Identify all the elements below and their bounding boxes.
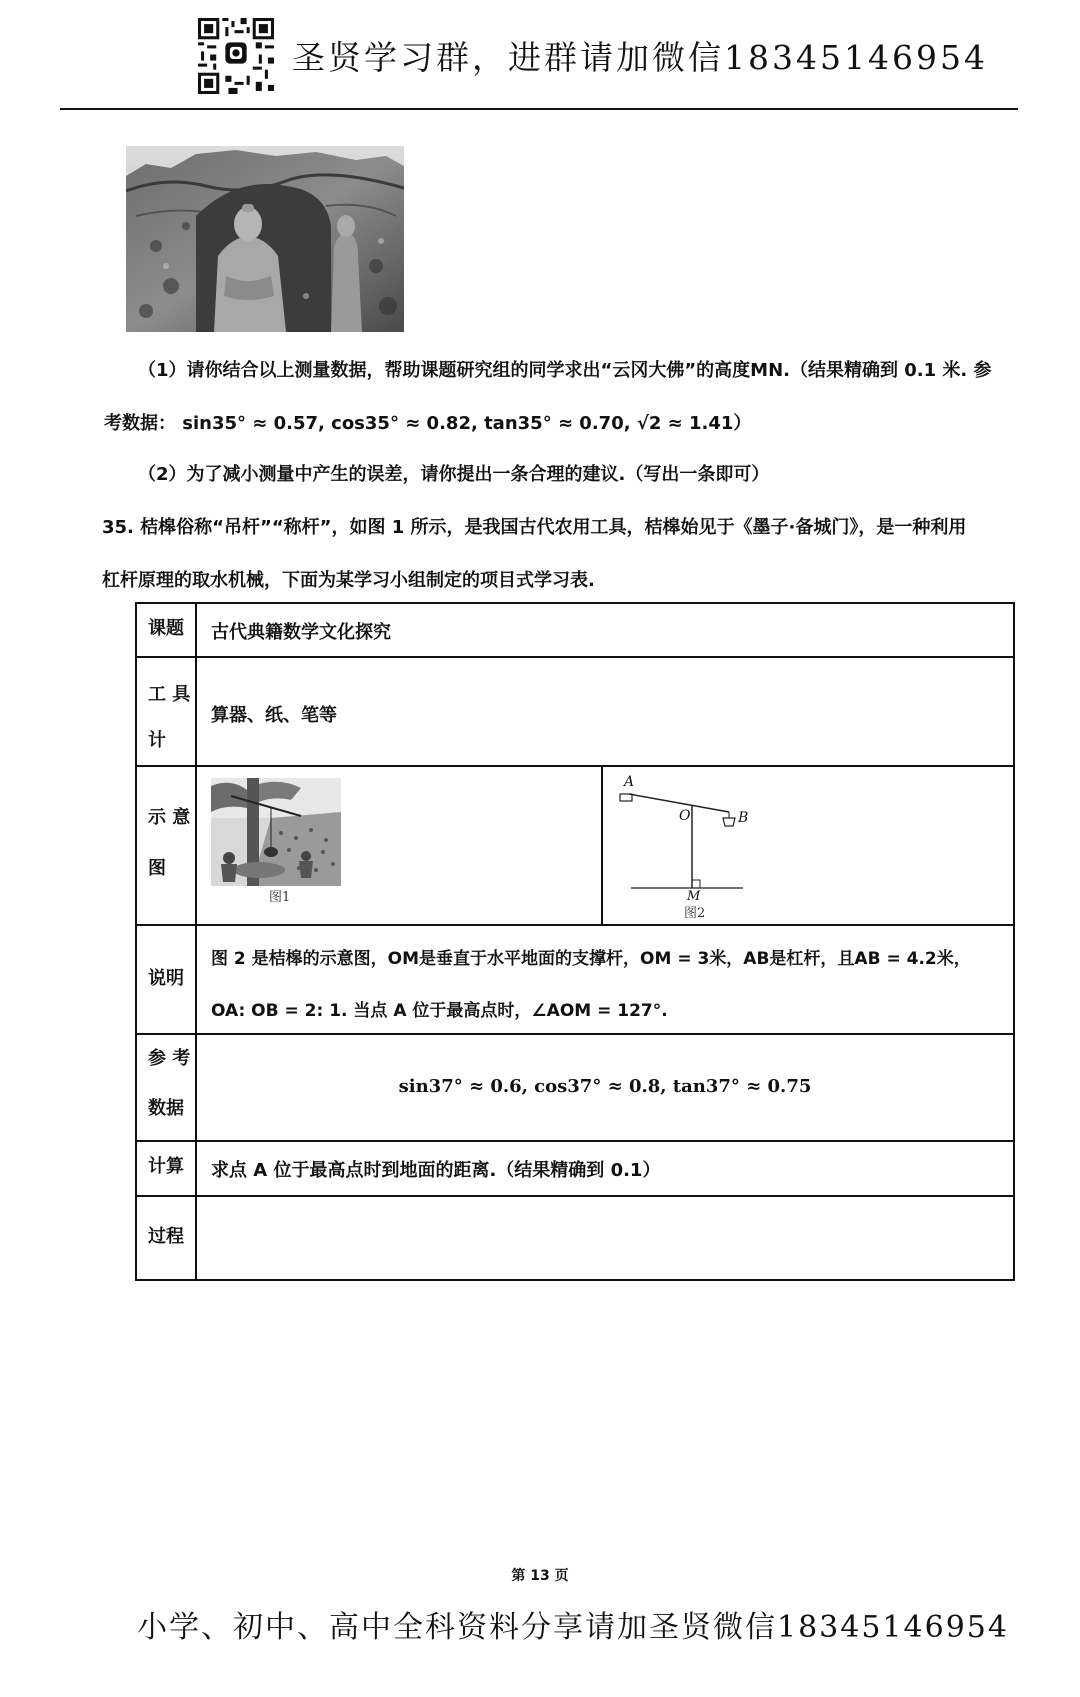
figure-1-caption: 图1	[269, 890, 291, 905]
row-label-explain: 说明	[148, 968, 184, 989]
bucket-b	[723, 818, 735, 826]
figure-2-caption: 图2	[684, 906, 706, 921]
row-label-topic: 课题	[148, 618, 184, 639]
table-row-divider	[135, 765, 1015, 767]
point-b-label: B	[738, 810, 749, 826]
figure-1-illustration	[211, 778, 341, 886]
table-row-divider	[135, 1195, 1015, 1197]
page-number: 第 13 页	[511, 1568, 569, 1584]
table-border-top	[135, 602, 1015, 604]
question-1-line-1: （1）请你结合以上测量数据，帮助课题研究组的同学求出“云冈大佛”的高度MN.（结果精确到 0.1 米. 参	[138, 360, 992, 381]
yungang-buddha-photo	[126, 146, 404, 332]
question-35-line-2: 杠杆原理的取水机械，下面为某学习小组制定的项目式学习表.	[102, 570, 595, 591]
row-label-process: 过程	[148, 1226, 184, 1247]
header-title: 圣贤学习群，进群请加微信18345146954	[292, 38, 988, 77]
table-column-divider	[601, 765, 603, 925]
question-1-line-2: 考数据： sin35° ≈ 0.57, cos35° ≈ 0.82, tan35° ≈ 0.70, √2 ≈ 1.41）	[104, 413, 752, 434]
right-angle-mark	[692, 880, 700, 888]
footer-text: 小学、初中、高中全科资料分享请加圣贤微信18345146954	[137, 1610, 1009, 1645]
explain-line-2: OA: OB = 2: 1. 当点 A 位于最高点时，∠AOM = 127°.	[211, 1001, 668, 1021]
weight-a	[620, 794, 632, 801]
table-row-divider	[135, 924, 1015, 926]
row-label-calc: 计算	[148, 1156, 184, 1177]
table-border-right	[1013, 602, 1015, 1281]
table-border-bottom	[135, 1279, 1015, 1281]
study-table	[135, 602, 1015, 1281]
row-label-diagram: 示 意	[148, 807, 191, 828]
table-row-divider	[135, 1140, 1015, 1142]
row-label-tools: 工 具	[148, 684, 191, 705]
qr-code-image	[198, 18, 274, 94]
point-o-label: O	[679, 808, 691, 824]
point-m-label: M	[687, 889, 701, 904]
reference-data-value: sin37° ≈ 0.6, cos37° ≈ 0.8, tan37° ≈ 0.75	[398, 1076, 812, 1097]
question-35-line-1: 35. 桔槔俗称“吊杆”“称杆”，如图 1 所示，是我国古代农用工具，桔槔始见于《墨子·备城门》，是一种利用	[102, 517, 967, 538]
point-a-label: A	[624, 774, 635, 790]
table-row-divider	[135, 1033, 1015, 1035]
row-label-tools-2: 计	[148, 730, 166, 751]
row-label-diagram-2: 图	[148, 858, 166, 879]
topic-value: 古代典籍数学文化探究	[211, 622, 391, 643]
row-label-ref-2: 数据	[148, 1098, 184, 1119]
tools-value: 算器、纸、笔等	[211, 705, 337, 726]
calc-value: 求点 A 位于最高点时到地面的距离.（结果精确到 0.1）	[211, 1160, 661, 1181]
explain-line-1: 图 2 是桔槔的示意图，OM是垂直于水平地面的支撑杆，OM = 3米，AB是杠杆，且AB = 4.2米，	[211, 949, 971, 969]
question-2: （2）为了减小测量中产生的误差，请你提出一条合理的建议.（写出一条即可）	[138, 464, 770, 485]
table-row-divider	[135, 656, 1015, 658]
header-divider	[60, 108, 1018, 110]
row-label-ref: 参 考	[148, 1048, 191, 1069]
